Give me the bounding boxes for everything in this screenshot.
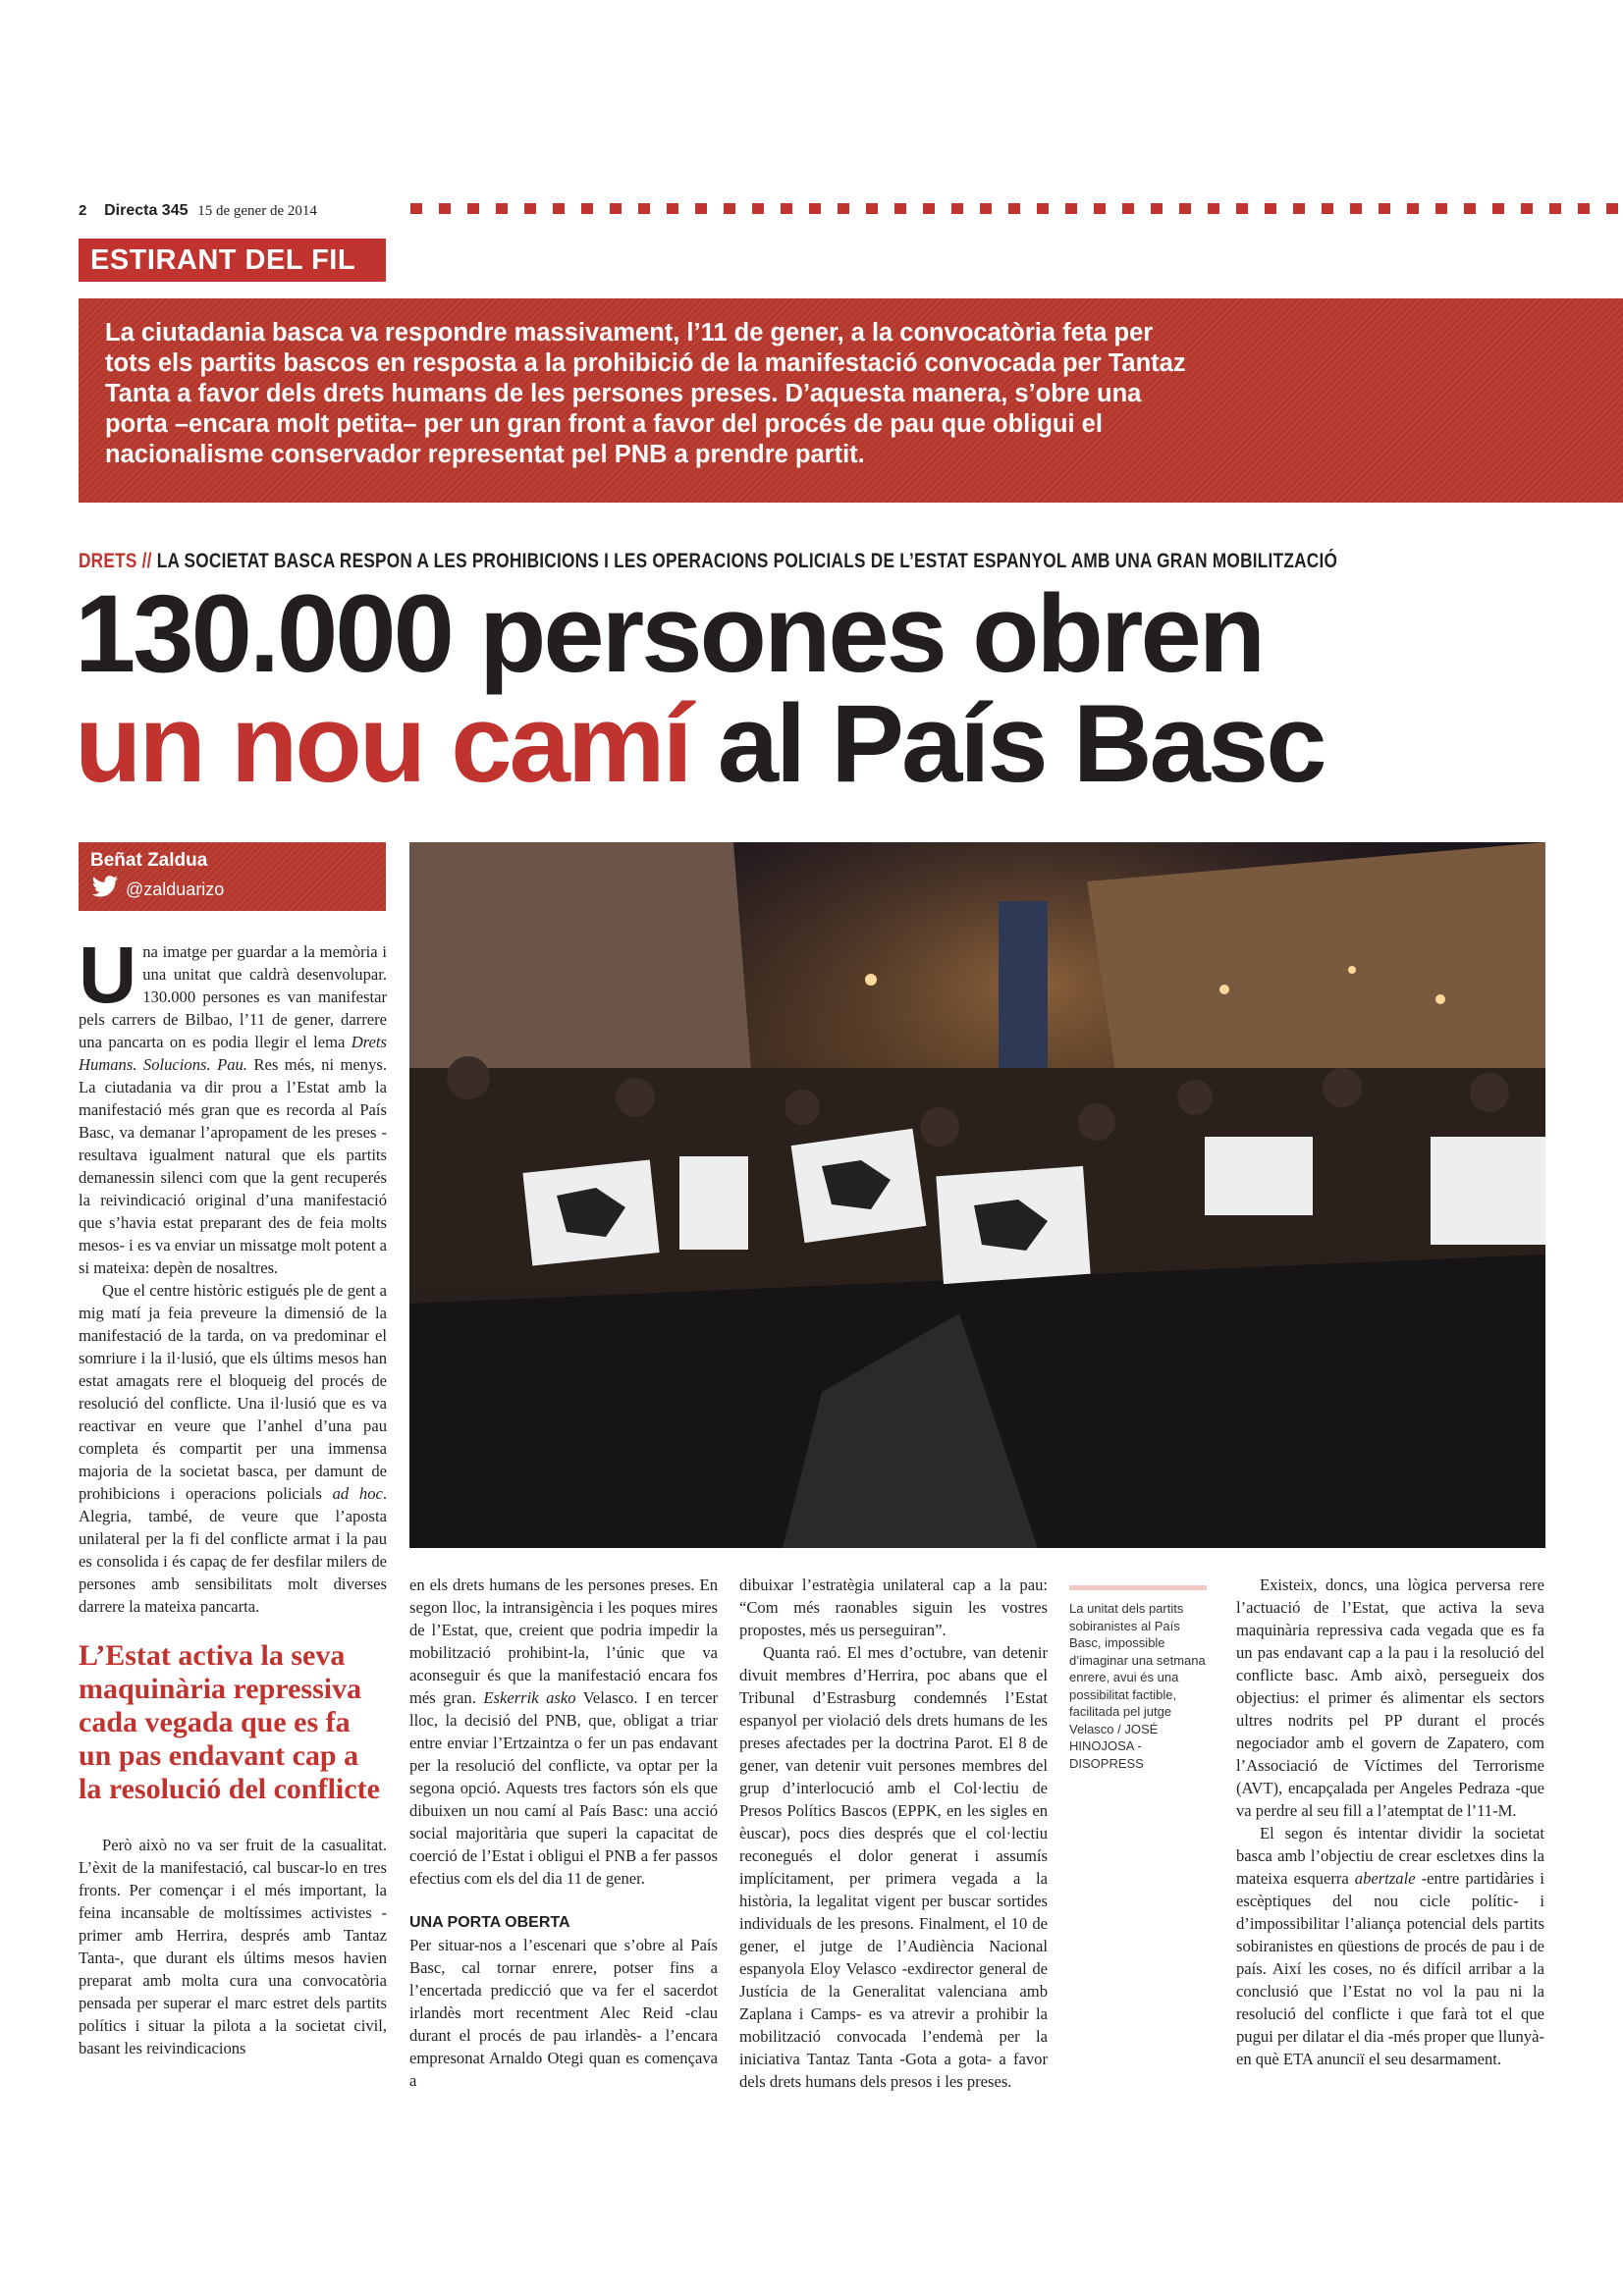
text-run: . Alegria, també, de veure que l’aposta unilateral per la fi del conflicte armat i la pau es consolida i és capaç de fer desfilar milers de persones amb sensibilitats molt diverses darrere la mateixa pancarta. <box>79 1484 388 1616</box>
text-run: Res més, ni menys. La ciutadania va dir prou a l’Estat amb la manifestació més gran que es recorda al País Basc, va demanar l’apropament de les preses -resultava igualment natural que els partits demanessin silenci com que la gent recuperés la reivindicació original d’una manifestació que s’havia estat preparant des de feia molts mesos- i es va enviar un missatge molt potent a si mateixa: depèn de nosaltres. <box>79 1055 387 1277</box>
decorative-dotted-rule <box>410 203 1623 214</box>
headline <box>75 572 1325 805</box>
italic-run: Eskerrik asko <box>483 1688 576 1707</box>
headline-line-2 <box>75 682 1325 805</box>
text-run: -entre partidàries i escèptiques del nou cicle polític- i d’impossibilitar l’aliança potencial dels partits sobiranistes en qüestions de procés de pau i de país. Així les coses, no és difícil arribar a la conclusió que l’Estat no vol la pau ni la resolució del conflicte i que farà tot el que pugui per dilatar el dia -més proper que llunyà- en què ETA anunciï el seu desarmament. <box>1236 1869 1544 2068</box>
subheading: UNA PORTA OBERTA <box>409 1914 570 1931</box>
article-column-4 <box>1236 1574 1544 2070</box>
paragraph <box>1236 1822 1544 2070</box>
italic-run: Drets Humans. Solucions. Pau. <box>79 1033 387 1074</box>
section-label: ESTIRANT DEL FIL <box>79 239 386 282</box>
kicker-text: LA SOCIETAT BASCA RESPON A LES PROHIBICIONS I LES OPERACIONS POLICIALS DE L’ESTAT ESPANYOL AMB UNA GRAN MOBILITZACIÓ <box>156 550 1338 572</box>
text-run: Que el centre històric estigués ple de gent a mig matí ja feia preveure la dimensió de la manifestació de la tarda, on va predominar el somriure i la il·lusió, que els últims mesos han estat amagats rere el bloqueig del procés de resolució del conflicte. Una il·lusió que es va reactivar en veure que l’anhel d’una pau completa és compartit per una immensa majoria de la societat basca, per damunt de prohibicions i operacions policials <box>79 1281 387 1503</box>
byline <box>79 842 386 911</box>
paragraph <box>79 1279 387 1618</box>
kicker <box>79 550 1337 573</box>
paragraph: dibuixar l’estratègia unilateral cap a la pau: “Com més raonables siguin les vostres propostes, més us perseguiran”. <box>739 1575 1048 1639</box>
author-twitter-handle[interactable]: @zalduarizo <box>126 880 225 899</box>
headline-line-1: 130.000 persones obren <box>75 572 1264 695</box>
text-run: Velasco. I en tercer lloc, la decisió del PNB, que, obligat a triar entre enviar l’Ertzaintza o fer un pas endavant per la resolució del conflicte, va optar per la segona opció. Aquests tres factors són els que dibuixen un nou camí al País Basc: una acció social majoritària que superi la capacitat de coerció de l’Estat i obligui el PNB a fer passos efectius com els del dia 11 de gener. <box>409 1688 718 1888</box>
text-run: na imatge per guardar a la memòria i una unitat que caldrà desenvolupar. 130.000 persones es van manifestar pels carrers de Bilbao, l’11 de gener, darrere una pancarta on es podia llegir el lema <box>79 942 387 1051</box>
paragraph <box>79 931 387 1279</box>
paragraph: Per situar-nos a l’escenari que s’obre al País Basc, cal tornar enrere, potser fins a l’encertada predicció que va fer el sacerdot irlandès mort recentment Alec Reid -clau durant el procés de pau irlandès- a l’encara empresonat Arnaldo Otegi quan es començava a <box>409 1936 718 2090</box>
paragraph: Existeix, doncs, una lògica perversa rere l’actuació de l’Estat, que activa la seva maquinària repressiva cada vegada que es fa un pas endavant cap a la pau i la resolució del conflicte basc. Amb això, persegueix dos objectius: el primer és alimentar els sectors ultres nodrits pel PP durant el procés negociador amb el govern de Zapatero, com l’Associació de Víctimes del Terrorisme (AVT), encapçalada per Angeles Pedraza -que va perdre al seu fill a l’atemptat de l’11-M. <box>1236 1575 1544 1820</box>
paragraph <box>409 1574 718 1890</box>
italic-run: ad hoc <box>332 1484 383 1503</box>
italic-run: abertzale <box>1354 1869 1416 1888</box>
page-number: 2 <box>79 202 87 219</box>
drop-cap: U <box>79 931 137 1020</box>
photo-caption: La unitat dels partits sobiranistes al País Basc, impossible d’imaginar una setmana enrere, avui és una possibilitat factible, facilitada pel jutge Velasco / JOSÉ HINOJOSA -DISOPRESS <box>1069 1585 1207 1772</box>
pull-quote: L’Estat activa la seva maquinària repressiva cada vegada que es fa un pas endavant cap a la resolució del conflicte <box>79 1639 380 1805</box>
intro-box <box>79 298 1623 503</box>
article-column-3 <box>739 1574 1048 2093</box>
intro-text: La ciutadania basca va respondre massivament, l’11 de gener, a la convocatòria feta per tots els partits bascos en resposta a la prohibició de la manifestació convocada per Tantaz Tanta a favor dels drets humans de les persones preses. D’aquesta manera, s’obre una porta –encara molt petita– per un gran front a favor del procés de pau que obligui el nacionalisme conservador representat pel PNB a prendre partit. <box>105 319 1186 468</box>
paragraph: Però això no va ser fruit de la casualitat. L’èxit de la manifestació, cal buscar-lo en tres fronts. Per començar i el més important, la feina incansable de moltíssimes activistes -primer amb Herrira, després amb Tantaz Tanta-, que durant els últims mesos havien preparat amb molta cura una convocatòria pensada per superar el marc estret dels partits polítics i situar la pilota a la societat civil, basant les reivindicacions <box>79 1836 387 2057</box>
text-run: en els drets humans de les persones preses. En segon lloc, la intransigència i les poques mires de l’Estat, que, creient que podria impedir la mobilització prohibint-la, l’únic que va aconseguir és que la manifestació encara fos més gran. <box>409 1575 718 1707</box>
headline-black-part: al País Basc <box>689 682 1325 805</box>
article-column-1 <box>79 931 388 2059</box>
text-run: El segon és intentar dividir la societat basca amb l’objectiu de crear escletxes dins la mateixa esquerra <box>1236 1824 1544 1888</box>
twitter-bird-icon <box>90 876 120 904</box>
author-name: Beñat Zaldua <box>90 850 208 871</box>
issue-date: 15 de gener de 2014 <box>197 203 317 219</box>
headline-red-part: un nou camí <box>75 682 690 805</box>
kicker-tag: DRETS // <box>79 550 152 572</box>
demonstration-photo <box>409 842 1545 1548</box>
article-column-2 <box>409 1574 718 2092</box>
paragraph: Quanta raó. El mes d’octubre, van detenir divuit membres d’Herrira, poc abans que el Tribunal d’Estrasburg condemnés l’Estat espanyol per violació dels drets humans de les preses afectades per la doctrina Parot. El 8 de gener, van detenir vuit persones membres del grup d’interlocució amb el Col·lectiu de Presos Polítics Bascos (EPPK, en les sigles en èuscar), pocs dies després que el col·lectiu reconegués el dolor generat i assumís implícitament, per primera vegada a la història, la legalitat vigent per buscar sortides individuals de les presons. Finalment, el 10 de gener, el jutge de l’Audiència Nacional espanyola Eloy Velasco -exdirector general de Justícia de la Generalitat valenciana amb Zaplana i Camps- es va atrevir a prohibir la mobilització convocada l’endemà per la iniciativa Tantaz Tanta -Gota a gota- a favor dels drets humans dels presos i les preses. <box>739 1643 1048 2091</box>
magazine-issue: Directa 345 <box>104 202 189 219</box>
page-header <box>79 202 317 220</box>
